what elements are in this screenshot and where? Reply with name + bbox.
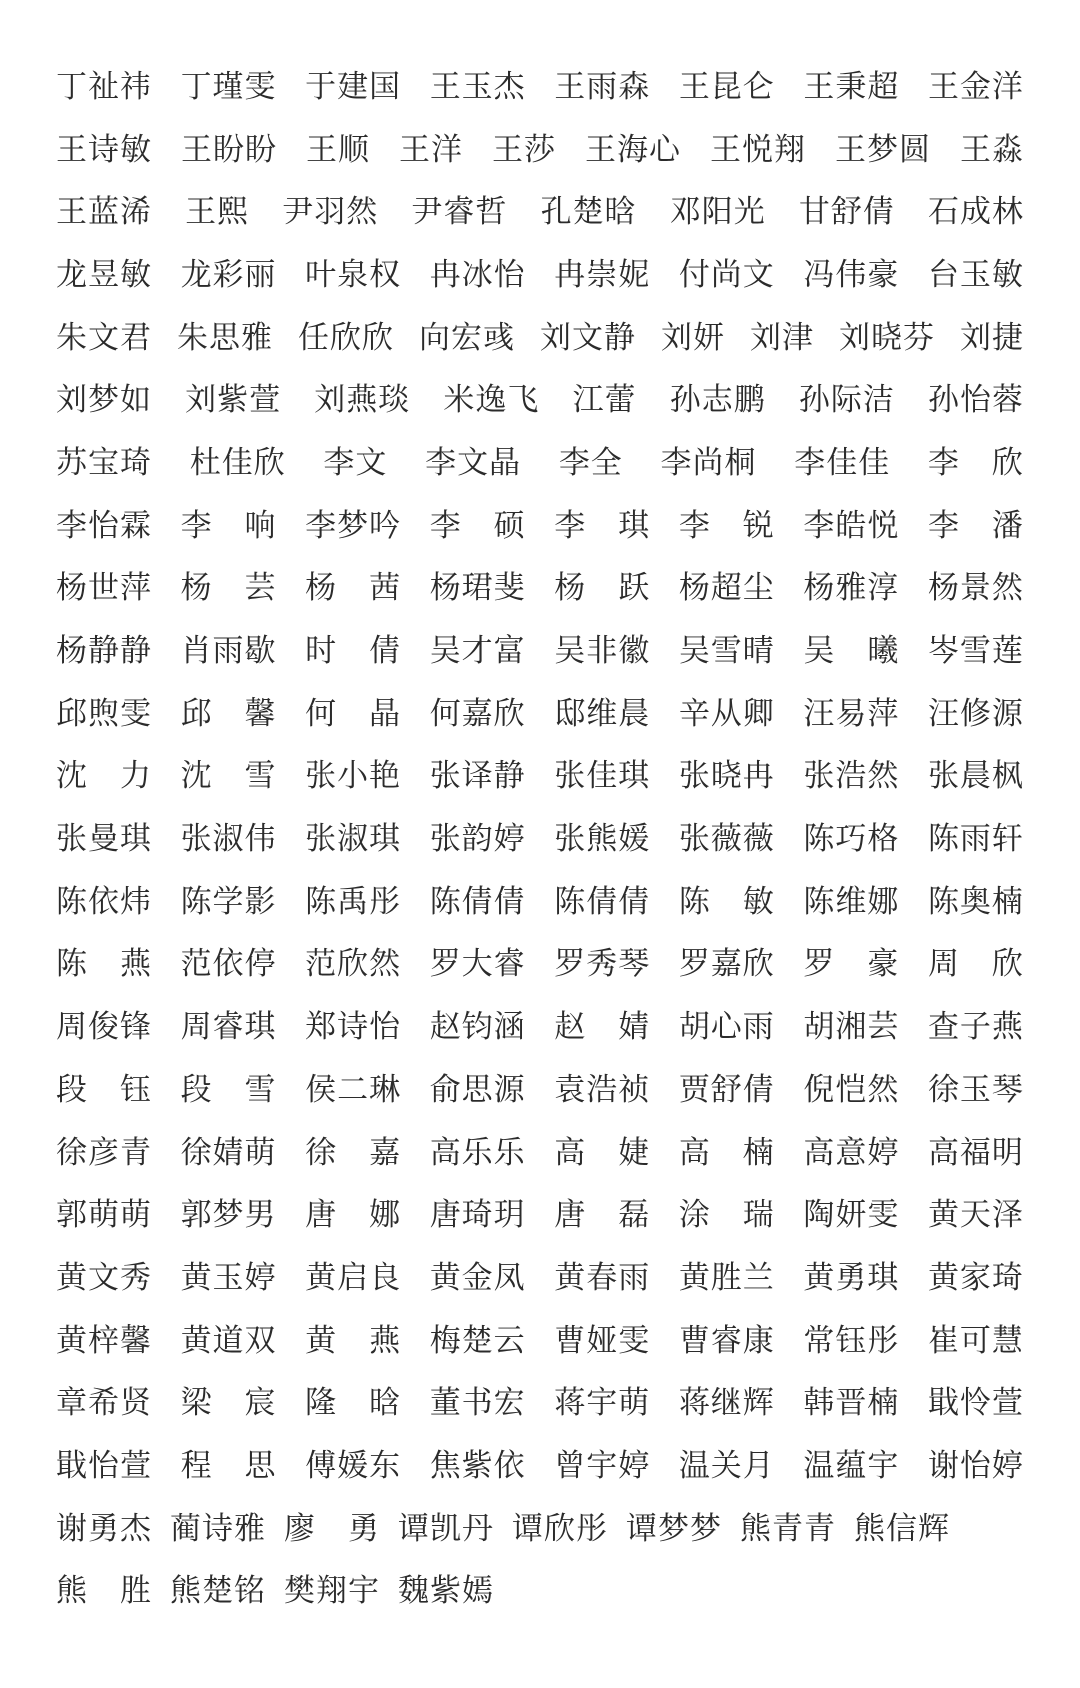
name-entry: 廖 勇	[284, 1510, 380, 1547]
name-row	[56, 1498, 1024, 1561]
name-entry: 李 琪	[554, 507, 651, 544]
name-entry: 任欣欣	[298, 319, 394, 356]
name-entry: 袁浩祯	[554, 1071, 651, 1108]
name-entry: 孔楚晗	[540, 194, 637, 231]
name-row	[56, 1372, 1024, 1435]
name-entry: 周睿琪	[180, 1009, 277, 1046]
name-entry: 李 硕	[429, 507, 526, 544]
name-entry: 唐琦玥	[429, 1197, 526, 1234]
name-entry: 王蓝浠	[56, 194, 152, 231]
name-entry: 常钰彤	[803, 1322, 900, 1359]
name-entry: 陈倩倩	[554, 883, 651, 920]
name-entry: 孙际洁	[798, 382, 895, 419]
name-row	[56, 683, 1024, 746]
name-entry: 黄文秀	[56, 1259, 152, 1296]
name-entry: 张薇薇	[678, 821, 775, 858]
name-entry: 吴雪晴	[678, 633, 775, 670]
name-entry: 张小艳	[305, 758, 402, 795]
name-entry: 张熊媛	[554, 821, 651, 858]
name-entry: 杨静静	[56, 633, 152, 670]
name-entry: 胡心雨	[678, 1009, 775, 1046]
name-entry: 冉崇妮	[554, 256, 651, 293]
name-entry: 黄梓馨	[56, 1322, 152, 1359]
name-entry: 范依停	[180, 946, 277, 983]
name-entry: 谢勇杰	[56, 1510, 152, 1547]
name-entry: 高乐乐	[429, 1134, 526, 1171]
name-entry: 隆 晗	[305, 1385, 402, 1422]
name-entry: 刘津	[750, 319, 814, 356]
name-entry: 俞思源	[429, 1071, 526, 1108]
name-entry: 贾舒倩	[678, 1071, 775, 1108]
name-entry: 张淑琪	[305, 821, 402, 858]
name-entry: 蒋宇萌	[554, 1385, 651, 1422]
name-entry: 杨世萍	[56, 570, 152, 607]
name-entry: 王海心	[585, 131, 681, 168]
name-entry: 辛从卿	[678, 695, 775, 732]
name-entry: 刘晓芬	[839, 319, 935, 356]
name-row	[56, 307, 1024, 370]
name-entry: 温蕴宇	[803, 1447, 900, 1484]
name-entry: 李文	[323, 444, 388, 481]
name-entry: 陶妍雯	[803, 1197, 900, 1234]
name-entry: 杨 跃	[554, 570, 651, 607]
name-entry: 谭欣彤	[512, 1510, 608, 1547]
name-row	[56, 1561, 1024, 1624]
name-entry: 吴 曦	[803, 633, 900, 670]
name-entry: 黄 燕	[305, 1322, 402, 1359]
name-row	[56, 244, 1024, 307]
name-entry: 曹睿康	[678, 1322, 775, 1359]
name-entry: 黄家琦	[927, 1259, 1024, 1296]
name-entry: 冉冰怡	[429, 256, 526, 293]
name-entry: 黄道双	[180, 1322, 277, 1359]
name-entry: 谭凯丹	[398, 1510, 494, 1547]
name-entry: 陈学影	[180, 883, 277, 920]
name-entry: 向宏彧	[419, 319, 515, 356]
name-entry: 尹羽然	[282, 194, 379, 231]
name-entry: 温关月	[678, 1447, 775, 1484]
name-row	[56, 1059, 1024, 1122]
name-entry: 熊青青	[740, 1510, 836, 1547]
name-entry: 王金洋	[927, 68, 1024, 105]
name-entry: 尹睿哲	[411, 194, 508, 231]
name-entry: 郑诗怡	[305, 1009, 402, 1046]
name-entry: 时 倩	[305, 633, 402, 670]
name-entry: 熊 胜	[56, 1573, 152, 1610]
name-entry: 倪恺然	[803, 1071, 900, 1108]
name-entry: 石成林	[927, 194, 1024, 231]
name-entry: 叶泉权	[305, 256, 402, 293]
name-entry: 高福明	[927, 1134, 1024, 1171]
name-entry: 郭萌萌	[56, 1197, 152, 1234]
name-entry: 王诗敏	[56, 131, 152, 168]
name-entry: 蔺诗雅	[170, 1510, 266, 1547]
name-entry: 杨超尘	[678, 570, 775, 607]
name-entry: 吴才富	[429, 633, 526, 670]
name-entry: 龙昱敏	[56, 256, 152, 293]
name-entry: 张佳琪	[554, 758, 651, 795]
name-entry: 刘燕琰	[314, 382, 411, 419]
name-entry: 陈雨轩	[927, 821, 1024, 858]
name-entry: 郭梦男	[180, 1197, 277, 1234]
name-entry: 苏宝琦	[56, 444, 152, 481]
name-entry: 高 婕	[554, 1134, 651, 1171]
name-entry: 段 雪	[180, 1071, 277, 1108]
name-entry: 何 晶	[305, 695, 402, 732]
name-entry: 张韵婷	[429, 821, 526, 858]
name-entry: 韩晋楠	[803, 1385, 900, 1422]
name-entry: 付尚文	[678, 256, 775, 293]
name-entry: 魏紫嫣	[398, 1573, 494, 1610]
name-row	[56, 181, 1024, 244]
name-entry: 刘梦如	[56, 382, 152, 419]
name-entry: 董书宏	[429, 1385, 526, 1422]
name-entry: 李文晶	[425, 444, 522, 481]
name-entry: 张译静	[429, 758, 526, 795]
name-row	[56, 871, 1024, 934]
name-entry: 刘妍	[661, 319, 725, 356]
name-entry: 王雨森	[554, 68, 651, 105]
name-entry: 汪修源	[927, 695, 1024, 732]
name-entry: 刘文静	[540, 319, 636, 356]
name-entry: 陈倩倩	[429, 883, 526, 920]
name-entry: 曹娅雯	[554, 1322, 651, 1359]
name-entry: 胡湘芸	[803, 1009, 900, 1046]
name-entry: 程 思	[180, 1447, 277, 1484]
name-entry: 张晓冉	[678, 758, 775, 795]
name-entry: 张浩然	[803, 758, 900, 795]
name-entry: 曾宇婷	[554, 1447, 651, 1484]
name-entry: 王昆仑	[678, 68, 775, 105]
name-entry: 黄胜兰	[678, 1259, 775, 1296]
name-entry: 高意婷	[803, 1134, 900, 1171]
name-entry: 丁瑾雯	[180, 68, 277, 105]
name-entry: 蒋继辉	[678, 1385, 775, 1422]
name-entry: 梅楚云	[429, 1322, 526, 1359]
name-entry: 查子燕	[927, 1009, 1024, 1046]
name-entry: 王顺	[306, 131, 370, 168]
name-row	[56, 996, 1024, 1059]
name-entry: 张晨枫	[927, 758, 1024, 795]
name-entry: 杜佳欣	[189, 444, 286, 481]
name-row	[56, 620, 1024, 683]
name-entry: 梁 宸	[180, 1385, 277, 1422]
name-entry: 熊信辉	[854, 1510, 950, 1547]
name-entry: 戢怡萱	[56, 1447, 152, 1484]
name-row	[56, 432, 1024, 495]
name-entry: 邱 馨	[180, 695, 277, 732]
name-row	[56, 558, 1024, 621]
name-entry: 周 欣	[927, 946, 1024, 983]
name-entry: 徐彦青	[56, 1134, 152, 1171]
name-entry: 唐 娜	[305, 1197, 402, 1234]
name-entry: 邸维晨	[554, 695, 651, 732]
name-entry: 何嘉欣	[429, 695, 526, 732]
name-entry: 王悦翔	[710, 131, 806, 168]
name-entry: 崔可慧	[927, 1322, 1024, 1359]
name-entry: 杨 芸	[180, 570, 277, 607]
name-entry: 陈 燕	[56, 946, 152, 983]
name-entry: 邓阳光	[669, 194, 766, 231]
name-entry: 黄天泽	[927, 1197, 1024, 1234]
name-entry: 赵钧涵	[429, 1009, 526, 1046]
name-entry: 张曼琪	[56, 821, 152, 858]
name-entry: 李 锐	[678, 507, 775, 544]
name-entry: 陈奥楠	[927, 883, 1024, 920]
name-entry: 唐 磊	[554, 1197, 651, 1234]
name-entry: 朱思雅	[177, 319, 273, 356]
name-entry: 徐玉琴	[927, 1071, 1024, 1108]
name-row	[56, 1310, 1024, 1373]
name-entry: 丁祉祎	[56, 68, 152, 105]
name-entry: 罗秀琴	[554, 946, 651, 983]
name-entry: 孙志鹏	[669, 382, 766, 419]
name-entry: 肖雨歇	[180, 633, 277, 670]
name-entry: 黄春雨	[554, 1259, 651, 1296]
name-entry: 侯二琳	[305, 1071, 402, 1108]
name-entry: 王盼盼	[181, 131, 277, 168]
name-entry: 甘舒倩	[798, 194, 895, 231]
name-entry: 汪易萍	[803, 695, 900, 732]
name-entry: 熊楚铭	[170, 1573, 266, 1610]
name-entry: 杨雅淳	[803, 570, 900, 607]
name-entry: 罗 豪	[803, 946, 900, 983]
name-list	[56, 56, 1024, 1623]
name-entry: 谭梦梦	[626, 1510, 722, 1547]
name-row	[56, 746, 1024, 809]
name-entry: 王熙	[185, 194, 250, 231]
name-entry: 江蕾	[572, 382, 637, 419]
name-entry: 龙彩丽	[180, 256, 277, 293]
name-entry: 杨景然	[927, 570, 1024, 607]
name-row	[56, 934, 1024, 997]
name-row	[56, 495, 1024, 558]
name-entry: 李 欣	[927, 444, 1024, 481]
name-entry: 王梦圆	[835, 131, 931, 168]
name-entry: 罗大睿	[429, 946, 526, 983]
name-entry: 孙怡蓉	[927, 382, 1024, 419]
name-entry: 杨珺斐	[429, 570, 526, 607]
name-entry: 李梦吟	[305, 507, 402, 544]
name-entry: 王玉杰	[429, 68, 526, 105]
name-entry: 谢怡婷	[927, 1447, 1024, 1484]
name-row	[56, 56, 1024, 119]
name-row	[56, 369, 1024, 432]
name-entry: 李 潘	[927, 507, 1024, 544]
name-entry: 米逸飞	[443, 382, 540, 419]
name-entry: 李尚桐	[660, 444, 757, 481]
name-entry: 章希贤	[56, 1385, 152, 1422]
name-entry: 黄勇琪	[803, 1259, 900, 1296]
name-entry: 黄启良	[305, 1259, 402, 1296]
name-row	[56, 1184, 1024, 1247]
name-entry: 陈 敏	[678, 883, 775, 920]
name-entry: 焦紫依	[429, 1447, 526, 1484]
name-entry: 岑雪莲	[927, 633, 1024, 670]
name-entry: 张淑伟	[180, 821, 277, 858]
name-entry: 李怡霖	[56, 507, 152, 544]
name-entry: 李皓悦	[803, 507, 900, 544]
name-entry: 李佳佳	[794, 444, 891, 481]
name-entry: 段 钰	[56, 1071, 152, 1108]
name-entry: 李全	[558, 444, 623, 481]
name-entry: 高 楠	[678, 1134, 775, 1171]
name-entry: 台玉敏	[927, 256, 1024, 293]
name-entry: 王淼	[960, 131, 1024, 168]
name-entry: 陈巧格	[803, 821, 900, 858]
name-entry: 朱文君	[56, 319, 152, 356]
name-row	[56, 1435, 1024, 1498]
name-entry: 黄金凤	[429, 1259, 526, 1296]
name-entry: 刘捷	[960, 319, 1024, 356]
name-entry: 罗嘉欣	[678, 946, 775, 983]
name-row	[56, 119, 1024, 182]
name-entry: 樊翔宇	[284, 1573, 380, 1610]
name-entry: 刘紫萱	[185, 382, 282, 419]
name-entry: 沈 雪	[180, 758, 277, 795]
name-entry: 傅媛东	[305, 1447, 402, 1484]
name-entry: 徐婧萌	[180, 1134, 277, 1171]
name-entry: 王秉超	[803, 68, 900, 105]
name-entry: 周俊锋	[56, 1009, 152, 1046]
name-entry: 戢怜萱	[927, 1385, 1024, 1422]
name-entry: 范欣然	[305, 946, 402, 983]
name-entry: 沈 力	[56, 758, 152, 795]
name-row	[56, 1122, 1024, 1185]
name-entry: 王洋	[399, 131, 463, 168]
name-entry: 杨 茜	[305, 570, 402, 607]
name-entry: 陈禹彤	[305, 883, 402, 920]
name-entry: 邱煦雯	[56, 695, 152, 732]
name-entry: 陈依炜	[56, 883, 152, 920]
name-row	[56, 808, 1024, 871]
name-entry: 王莎	[492, 131, 556, 168]
name-entry: 涂 瑞	[678, 1197, 775, 1234]
name-row	[56, 1247, 1024, 1310]
name-entry: 赵 婧	[554, 1009, 651, 1046]
name-entry: 陈维娜	[803, 883, 900, 920]
name-entry: 于建国	[305, 68, 402, 105]
name-entry: 吴非徽	[554, 633, 651, 670]
name-entry: 李 响	[180, 507, 277, 544]
name-entry: 冯伟豪	[803, 256, 900, 293]
name-entry: 徐 嘉	[305, 1134, 402, 1171]
name-entry: 黄玉婷	[180, 1259, 277, 1296]
